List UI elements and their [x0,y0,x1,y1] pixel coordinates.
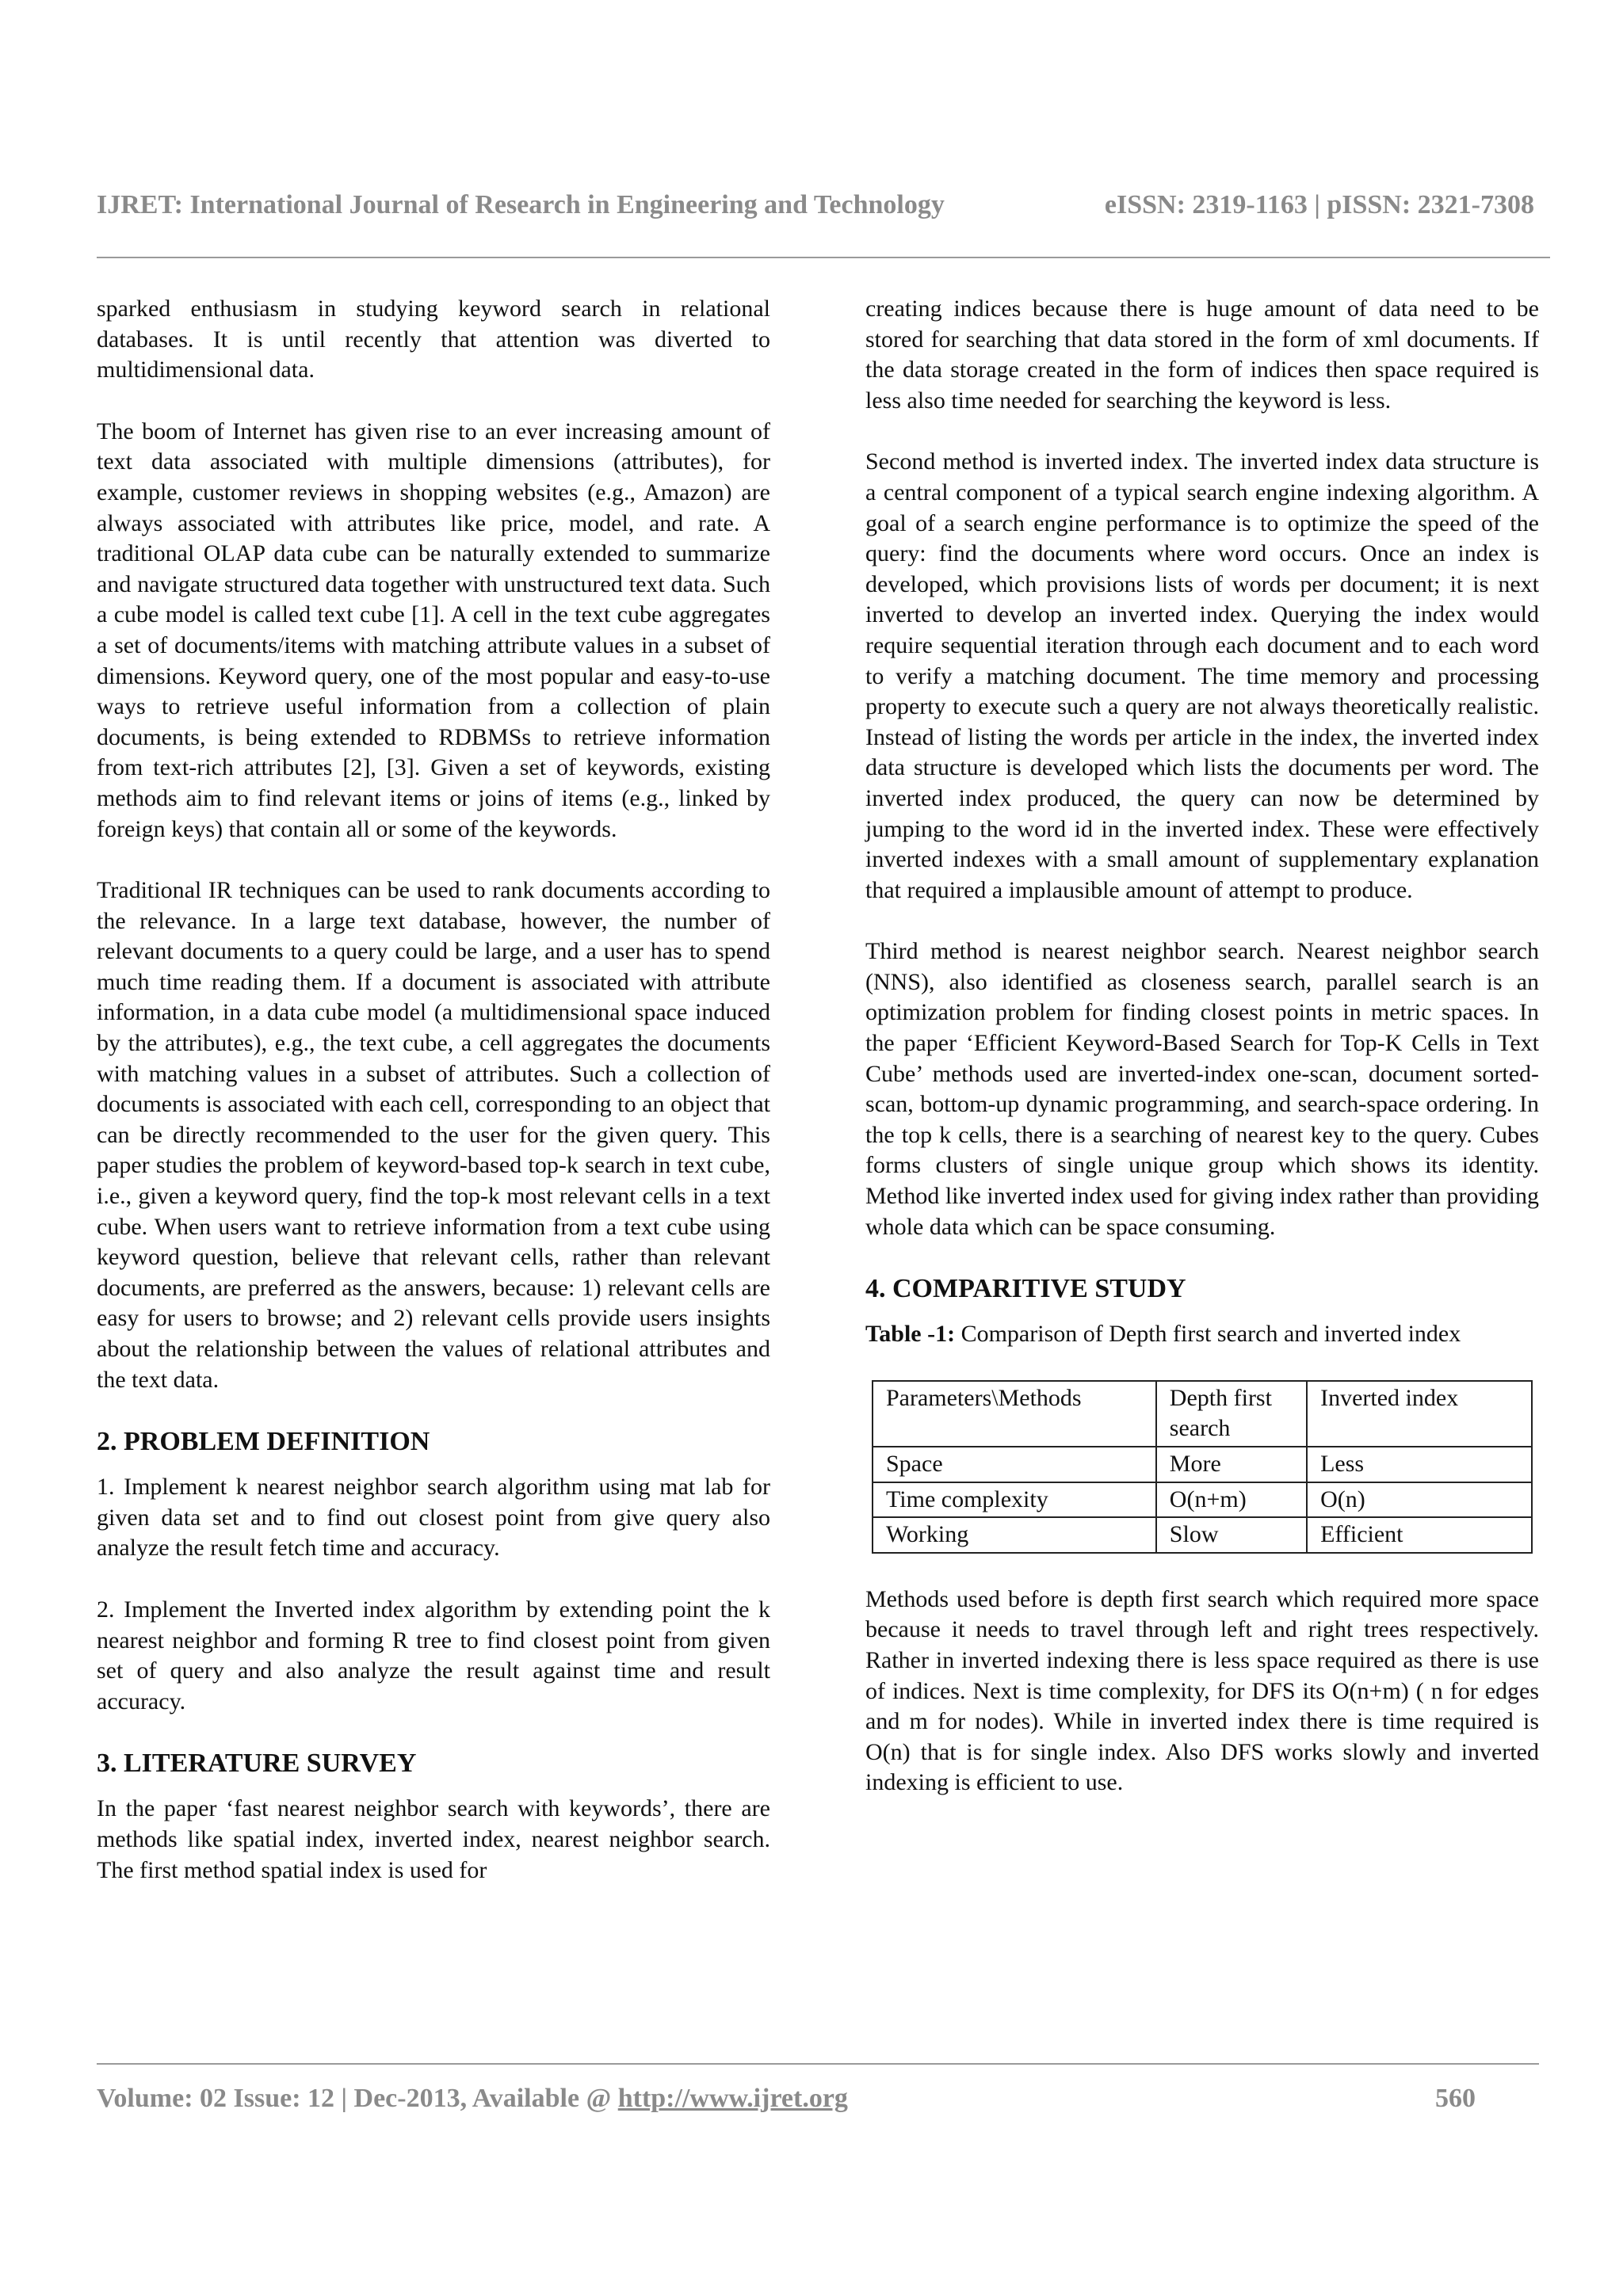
table-cell: More [1156,1447,1307,1482]
section-heading-literature-survey: 3. LITERATURE SURVEY [97,1749,417,1779]
running-header [97,190,1534,230]
paragraph: 2. Implement the Inverted index algorithm by extending point the k nearest neighbor and forming R tree to find closest point from given set of query and also analyze the result against time and result accuracy. [97,1596,770,1714]
table-cell: O(n+m) [1156,1482,1307,1518]
paragraph: Second method is inverted index. The inverted index data structure is a central component of a typical search engine indexing algorithm. A goal of a search engine performance is to optimize the speed of the query: find the documents where word occurs. Once an index is developed, which provisions lists of words per document; it is next inverted to develop an inverted index. Querying the index would require sequential iteration through each document and to each word to verify a matching document. The time memory and processing property to execute such a query are not always theoretically realistic. Instead of listing the words per article in the index, the inverted index data structure is developed which lists the documents per word. The inverted index produced, the query can now be determined by jumping to the word id in the inverted index. These were effectively inverted indexes with a small amount of supplementary explanation that required a implausible amount of attempt to produce. [865,448,1539,903]
table-row [873,1482,1532,1518]
table-header-cell: Inverted index [1307,1381,1532,1447]
paragraph: Methods used before is depth first search which required more space because it needs to travel through left and right trees respectively. Rather in inverted indexing there is less space required as there is use of indices. Next is time complexity, for DFS its O(n+m) ( n for edges and m for nodes). While in inverted index there is time required is O(n) that is for single index. Also DFS works slowly and inverted indexing is efficient to use. [865,1585,1539,1796]
table-cell: Time complexity [873,1482,1156,1518]
paragraph: Third method is nearest neighbor search. Nearest neighbor search (NNS), also identified as closeness search, parallel search is an optimization problem for finding closest points in metric spaces. In the paper ‘Efficient Keyword-Based Search for Top-K Cells in Text Cube’ methods used are inverted-index one-scan, document sorted-scan, bottom-up dynamic programming, and search-space ordering. In the top k cells, there is a searching of nearest key to the query. Cubes forms clusters of single unique group which shows its identity. Method like inverted index used for giving index rather than providing whole data which can be space consuming. [865,938,1539,1240]
header-rule [97,257,1550,258]
table-caption [865,1319,1539,1350]
section-heading-comparative-study: 4. COMPARITIVE STUDY [865,1274,1186,1304]
journal-website-link[interactable]: http://www.ijret.org [617,2084,848,2113]
paragraph: sparked enthusiasm in studying keyword search in relational databases. It is until recently that attention was diverted to multidimensional data. [97,296,770,383]
table-cell: Efficient [1307,1517,1532,1553]
table-header-row [873,1381,1532,1447]
left-column [97,294,770,1917]
footer-volume-text: Volume: 02 Issue: 12 | Dec-2013, Available @ [97,2084,618,2113]
table-row [873,1447,1532,1482]
table-header-cell: Parameters\Methods [873,1381,1156,1447]
table-caption-text: Comparison of Depth first search and inverted index [955,1321,1461,1348]
paragraph: The boom of Internet has given rise to an ever increasing amount of text data associated with multiple dimensions (attributes), for example, customer reviews in shopping websites (e.g., Amazon) are always associated with attributes like price, model, and rate. A traditional OLAP data cube can be naturally extended to summarize and navigate structured data together with unstructured text data. Such a cube model is called text cube [1]. A cell in the text cube aggregates a set of documents/items with matching attribute values in a subset of dimensions. Keyword query, one of the most popular and easy-to-use ways to retrieve useful information from a collection of plain documents, is being extended to RDBMSs to retrieve information from text-rich attributes [2], [3]. Given a set of keywords, existing methods aim to find relevant items or joins of items (e.g., linked by foreign keys) that contain all or some of the keywords. [97,418,770,842]
table-cell: Space [873,1447,1156,1482]
issn-numbers: eISSN: 2319-1163 | pISSN: 2321-7308 [1104,190,1534,219]
table-cell: Working [873,1517,1156,1553]
page-number: 560 [1435,2084,1476,2113]
right-column [865,294,1539,1829]
footer-volume-info [97,2084,848,2114]
section-heading-problem-definition: 2. PROBLEM DEFINITION [97,1427,430,1457]
table-row [873,1517,1532,1553]
paragraph: creating indices because there is huge amount of data need to be stored for searching that data stored in the form of xml documents. If the data storage created in the form of indices then space required is less also time needed for searching the keyword is less. [865,296,1539,414]
paragraph: Traditional IR techniques can be used to rank documents according to the relevance. In a large text database, however, the number of relevant documents to a query could be large, and a user has to spend much time reading them. If a document is associated with attribute information, in a data cube model (a multidimensional space induced by the attributes), e.g., the text cube, a cell aggregates the documents with matching values in a subset of attributes. Such a collection of documents is associated with each cell, corresponding to an object that can be directly recommended to the user for the given query. This paper studies the problem of keyword-based top-k search in text cube, i.e., given a keyword query, find the top-k most relevant cells in a text cube. When users want to retrieve information from a text cube using keyword question, believe that relevant cells, rather than relevant documents, are preferred as the answers, because: 1) relevant cells are easy for users to browse; and 2) relevant cells provide users insights about the relationship between the values of relational attributes and the text data. [97,877,770,1393]
running-footer [97,2084,1476,2120]
footer-rule [97,2063,1539,2065]
table-label: Table -1: [865,1321,956,1348]
table-cell: O(n) [1307,1482,1532,1518]
table-header-cell: Depth first search [1156,1381,1307,1447]
table-cell: Less [1307,1447,1532,1482]
table-cell: Slow [1156,1517,1307,1553]
journal-title: IJRET: International Journal of Research in Engineering and Technology [97,190,945,219]
paragraph: 1. Implement k nearest neighbor search algorithm using mat lab for given data set and to find out closest point from give query also analyze the result fetch time and accuracy. [97,1474,770,1562]
comparison-table [872,1380,1533,1554]
paragraph: In the paper ‘fast nearest neighbor search with keywords’, there are methods like spatial index, inverted index, nearest neighbor search. The first method spatial index is used for [97,1795,770,1883]
